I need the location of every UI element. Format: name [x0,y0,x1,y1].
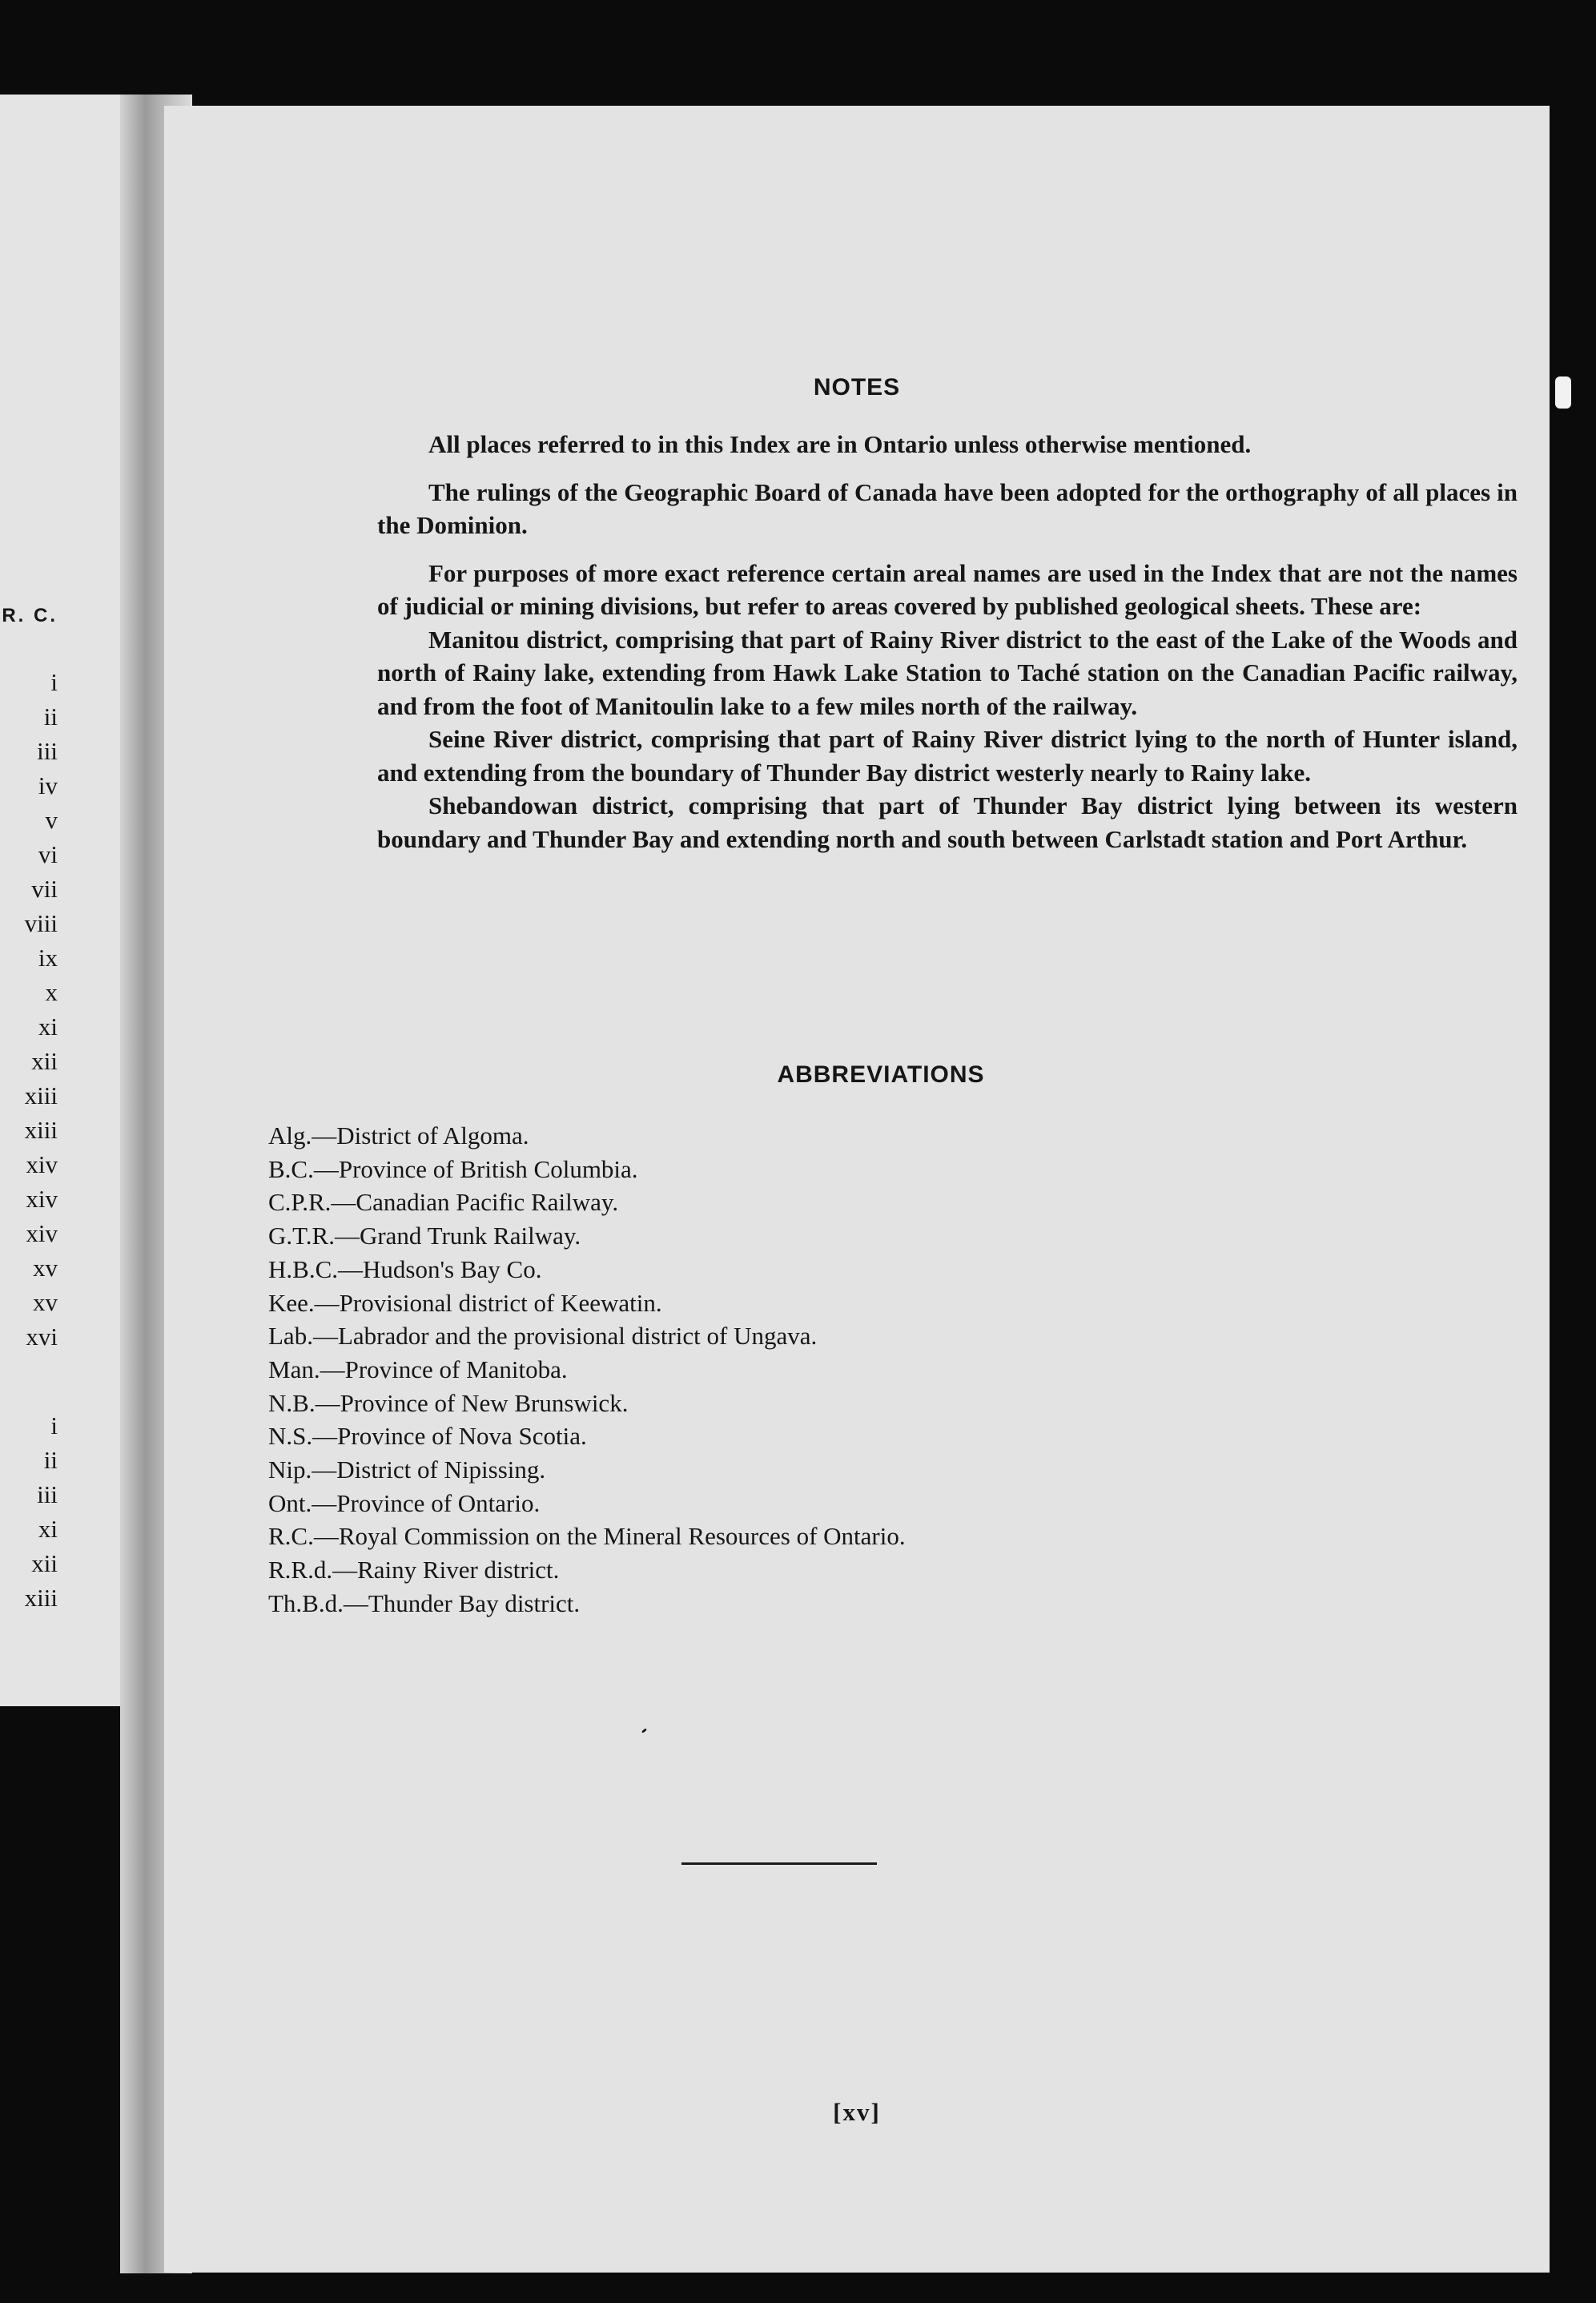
abbreviation-item: G.T.R.—Grand Trunk Railway. [268,1222,581,1250]
facing-page-numeral: i [50,668,58,696]
abbreviations-list [268,1119,1309,1621]
abbreviation-item: N.B.—Province of New Brunswick. [268,1388,629,1417]
notes-paragraph: All places referred to in this Index are in Ontario unless otherwise mentioned. [428,430,1252,458]
facing-page-numeral: xiv [26,1185,58,1213]
notes-paragraph: For purposes of more exact reference certain areal names are used in the Index that are not the names of judicial or mining divisions, but refer to areas covered by published geological sheets. These are: [377,558,1518,620]
facing-page-numeral: ix [38,944,58,972]
facing-page-numeral: xv [33,1254,58,1282]
facing-page-numeral: xii [31,1549,58,1577]
facing-page-header: R. C. [2,605,58,626]
facing-page-numeral: x [45,978,58,1006]
facing-page-numeral: xii [31,1047,58,1075]
notes-body [377,428,1518,856]
facing-page-numeral: i [50,1411,58,1439]
scan-border [1550,106,1596,2273]
facing-page-numeral: ii [43,703,58,731]
facing-page-numeral: viii [24,909,58,937]
facing-page-numeral: iii [37,737,58,765]
document-page [164,106,1550,2273]
abbreviation-item: C.P.R.—Canadian Pacific Railway. [268,1188,619,1217]
facing-page-numeral: iii [37,1480,58,1508]
abbreviation-item: Alg.—District of Algoma. [268,1121,529,1149]
facing-page-numeral: v [45,806,58,834]
facing-page-numeral: xiii [24,1116,58,1144]
abbreviation-item: Man.—Province of Manitoba. [268,1355,568,1383]
abbreviation-item: R.R.d.—Rainy River district. [268,1556,560,1584]
abbreviation-item: Nip.—District of Nipissing. [268,1455,546,1484]
facing-page-numeral: xi [38,1013,58,1041]
abbreviation-item: Th.B.d.—Thunder Bay district. [268,1588,581,1617]
abbreviation-item: R.C.—Royal Commission on the Mineral Resources of Ontario. [268,1522,906,1551]
facing-page-numeral: xiii [24,1081,58,1109]
abbreviation-item: Kee.—Provisional district of Keewatin. [268,1288,662,1317]
facing-page-numeral: ii [43,1446,58,1474]
facing-page-numeral: xvi [26,1323,58,1351]
edge-tab [1555,376,1571,409]
scan-speck [641,1728,647,1733]
facing-page-numeral: xiv [26,1219,58,1247]
facing-page-numeral: xiii [24,1584,58,1612]
facing-page-numeral: vi [38,840,58,868]
abbreviation-item: Ont.—Province of Ontario. [268,1488,541,1517]
notes-paragraph: Manitou district, comprising that part of Rainy River district to the east of the Lake of the Woods and north of Rainy lake, extending from Hawk Lake Station to Taché station on the Canadian Pacific railway, and from the foot of Manitoulin lake to a few miles north of the railway. [377,625,1518,720]
facing-page-numeral: vii [31,875,58,903]
abbreviations-heading: ABBREVIATIONS [777,1061,985,1088]
facing-page-numeral: iv [38,771,58,799]
notes-paragraph: The rulings of the Geographic Board of Canada have been adopted for the orthography of all places in the Dominion. [377,477,1518,539]
facing-page-numeral: xi [38,1515,58,1543]
facing-page-numeral: xiv [26,1150,58,1178]
abbreviation-item: Lab.—Labrador and the provisional district of Ungava. [268,1322,818,1351]
notes-paragraph: Seine River district, comprising that part of Rainy River district lying to the north of Hunter island, and extending from the boundary of Thunder Bay district westerly nearly to Rainy lake. [377,725,1518,787]
page-number: [xv] [833,2098,881,2126]
section-divider [681,1862,877,1865]
notes-heading: NOTES [813,374,901,401]
facing-page-numeral: xv [33,1288,58,1316]
abbreviation-item: H.B.C.—Hudson's Bay Co. [268,1254,542,1283]
notes-paragraph: Shebandowan district, comprising that part of Thunder Bay district lying between its western boundary and Thunder Bay and extending north and south between Carlstadt station and Port Arthur. [377,791,1518,853]
abbreviation-item: N.S.—Province of Nova Scotia. [268,1422,587,1451]
abbreviation-item: B.C.—Province of British Columbia. [268,1154,638,1183]
